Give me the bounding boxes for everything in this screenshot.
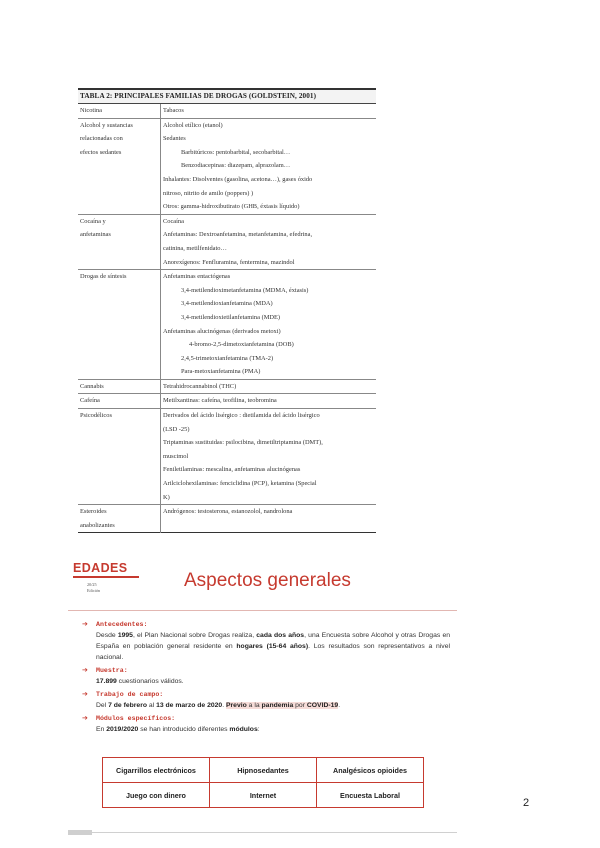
drug-item: Barbitúricos: pentobarbital, secobarbital…: [181, 148, 291, 156]
text: Del: [96, 702, 109, 709]
highlight: [225, 702, 341, 709]
drug-item: Alcohol etílico (etanol): [163, 121, 223, 129]
section-heading: [82, 619, 450, 630]
family-label: Nicotina: [80, 107, 103, 114]
items-cell: [161, 379, 377, 394]
drug-item: Derivados del ácido lisérgico : dietilamida del ácido lisérgico: [163, 412, 320, 420]
module-cell: Encuesta Laboral: [317, 783, 424, 808]
section-trabajo-de-campo: [82, 689, 450, 711]
bold-text: 2019/2020: [106, 726, 139, 733]
section-antecedentes: [82, 619, 450, 663]
modules-row: [103, 783, 424, 808]
drug-item: Tetrahidrocannabinol (THC): [163, 382, 237, 390]
drug-item: Anfetaminas: Dextroanfetamina, metanfetamina, efedrina,: [163, 231, 313, 239]
edades-logo: [73, 561, 139, 594]
drug-item: Triptaminas sustituidas: psilocibina, dimetiltriptamina (DMT),: [163, 439, 323, 447]
drug-item: Para-metoxianfetamina (PMA): [181, 368, 261, 376]
module-cell: Cigarrillos electrónicos: [103, 758, 210, 783]
bold-text: 13 de marzo de 2020: [156, 702, 223, 709]
table-row: [78, 505, 376, 533]
arrow-right-icon: ➔: [82, 690, 88, 698]
drug-families-table: [78, 88, 376, 533]
drug-item: K): [163, 493, 170, 501]
drug-item: Anorexígenos: Fenfluramina, fentermina, mazindol: [163, 258, 295, 266]
bold-text: hogares (15-64 años): [236, 643, 309, 650]
module-cell: Analgésicos opioides: [317, 758, 424, 783]
drug-item: Feniletilaminas: mescalina, anfetaminas alucinógenas: [163, 466, 301, 474]
bold-text: 17.899: [96, 678, 117, 685]
items-cell: [161, 270, 377, 380]
slide-title: Aspectos generales: [184, 570, 351, 591]
drug-item: Arilciclohexilaminas: fenciclidina (PCP), ketamina (Special: [163, 480, 317, 488]
text: .: [222, 702, 226, 709]
drug-table: [78, 104, 376, 533]
drug-item: Benzodiacepinas: diazepam, alprazolam…: [181, 162, 291, 170]
drug-item: Anfetaminas alucinógenas (derivados metoxi): [163, 327, 281, 335]
family-cell: [78, 379, 161, 394]
section-heading: [82, 689, 450, 700]
bold-text: 7 de febrero: [108, 702, 147, 709]
family-cell: [78, 118, 161, 214]
family-cell: [78, 270, 161, 380]
table-row: [78, 379, 376, 394]
drug-item: 4-bromo-2,5-dimetoxianfetamina (DOB): [189, 341, 294, 349]
module-cell: Juego con dinero: [103, 783, 210, 808]
text: , el Plan Nacional sobre Drogas realiza,: [132, 632, 257, 639]
items-cell: [161, 104, 377, 118]
table-row: [78, 409, 376, 505]
drug-item: 3,4-metilendioximetanfetamina (MDMA, éxtasis): [181, 286, 309, 294]
bold-text: cada dos años: [256, 632, 305, 639]
table-row: [78, 394, 376, 409]
text: al: [147, 702, 157, 709]
slide-footer-mark: [68, 830, 92, 835]
drug-item: (LSD -25): [163, 425, 190, 433]
table-row: [78, 104, 376, 118]
heading-text: Módulos específicos:: [96, 715, 176, 722]
family-label: Cocaína y: [80, 217, 106, 225]
section-body: [82, 630, 450, 663]
drug-item: Cocaína: [163, 217, 184, 225]
section-body: [82, 724, 450, 735]
text: por: [293, 702, 307, 709]
drug-item: muscimol: [163, 452, 189, 460]
logo-subtitle: [87, 582, 139, 594]
table-row: [78, 214, 376, 269]
family-label: anabolizantes: [80, 521, 115, 529]
family-cell: [78, 214, 161, 269]
text: . Los resultados son representativos a nivel nacional.: [96, 643, 450, 661]
drug-item: Inhalantes: Disolventes (gasolina, acetona…), gases óxido: [163, 175, 313, 183]
family-cell: [78, 505, 161, 533]
drug-item: Andrógenos: testosterona, estanozolol, nandrolona: [163, 508, 293, 516]
table-row: [78, 118, 376, 214]
drug-item: Tabacos: [163, 107, 184, 114]
items-cell: [161, 409, 377, 505]
logo-subtitle-line-2: Edición: [87, 588, 101, 593]
family-cell: [78, 409, 161, 505]
family-label: Psicodélicos: [80, 412, 112, 420]
bold-text: módulos: [229, 726, 258, 733]
items-cell: [161, 214, 377, 269]
drug-item: 3,4-metilendioxietilanfetamina (MDE): [181, 313, 281, 321]
drug-item: nitroso, nitrito de amilo (poppers) ): [163, 189, 254, 197]
items-cell: [161, 118, 377, 214]
family-label: Alcohol y sustancias: [80, 121, 133, 129]
heading-text: Trabajo de campo:: [96, 691, 164, 698]
section-body: [82, 700, 450, 711]
bold-text: pandemia: [261, 702, 294, 709]
logo-bar: [73, 576, 139, 578]
logo-word: EDADES: [73, 561, 128, 575]
module-cell: Hipnosedantes: [210, 758, 317, 783]
items-cell: [161, 505, 377, 533]
text: En: [96, 726, 107, 733]
drug-item: Anfetaminas entactógenas: [163, 273, 231, 281]
logo-subtitle-line-1: 20/25: [87, 582, 97, 587]
module-cell: Internet: [210, 783, 317, 808]
family-cell: [78, 104, 161, 118]
text: se han introducido diferentes: [138, 726, 230, 733]
slide: [68, 557, 457, 836]
items-cell: [161, 394, 377, 409]
table-row: [78, 270, 376, 380]
text: .: [338, 702, 341, 709]
text: :: [257, 726, 260, 733]
slide-footer-rule: [68, 832, 457, 833]
bold-text: 1995: [117, 632, 133, 639]
text: , una Encuesta sobre Alcohol y otras Drogas en España en población general residente en: [96, 632, 451, 650]
drug-item: Otros: gamma-hidroxibutirato (GHB, éxtasis líquido): [163, 203, 300, 211]
modules-row: [103, 758, 424, 783]
drug-item: catinina, metilfenidato…: [163, 244, 227, 252]
bold-text: COVID-19: [306, 702, 339, 709]
drug-item: Metilxantinas: cafeína, teofilina, teobromina: [163, 397, 277, 405]
arrow-right-icon: ➔: [82, 666, 88, 674]
section-body: [82, 676, 450, 687]
title-divider: [68, 610, 457, 611]
heading-text: Antecedentes:: [96, 621, 148, 628]
section-heading: [82, 665, 450, 676]
modules-grid: [102, 757, 424, 808]
family-label: anfetaminas: [80, 231, 111, 239]
family-label: Drogas de síntesis: [80, 273, 127, 281]
family-label: Cannabis: [80, 382, 104, 390]
section-heading: [82, 713, 450, 724]
family-label: Esteroides: [80, 508, 107, 516]
arrow-right-icon: ➔: [82, 714, 88, 722]
slide-sections: [82, 619, 450, 737]
text: Desde: [96, 632, 118, 639]
section-muestra: [82, 665, 450, 687]
page-number: 2: [523, 797, 530, 809]
arrow-right-icon: ➔: [82, 620, 88, 628]
section-modulos: [82, 713, 450, 735]
family-label: Cafeína: [80, 397, 100, 405]
family-label: efectos sedantes: [80, 148, 122, 156]
text: cuestionarios válidos.: [116, 678, 184, 685]
drug-item: Sedantes: [163, 135, 186, 143]
drug-item: 3,4-metilendioxianfetamina (MDA): [181, 300, 273, 308]
family-cell: [78, 394, 161, 409]
family-label: relacionadas con: [80, 135, 123, 143]
table-title: TABLA 2: PRINCIPALES FAMILIAS DE DROGAS (GOLDSTEIN, 2001): [78, 88, 376, 104]
bold-text: Previo: [225, 702, 247, 709]
text: a la: [246, 702, 262, 709]
heading-text: Muestra:: [96, 667, 128, 674]
drug-item: 2,4,5-trimetoxianfetamina (TMA-2): [181, 354, 274, 362]
